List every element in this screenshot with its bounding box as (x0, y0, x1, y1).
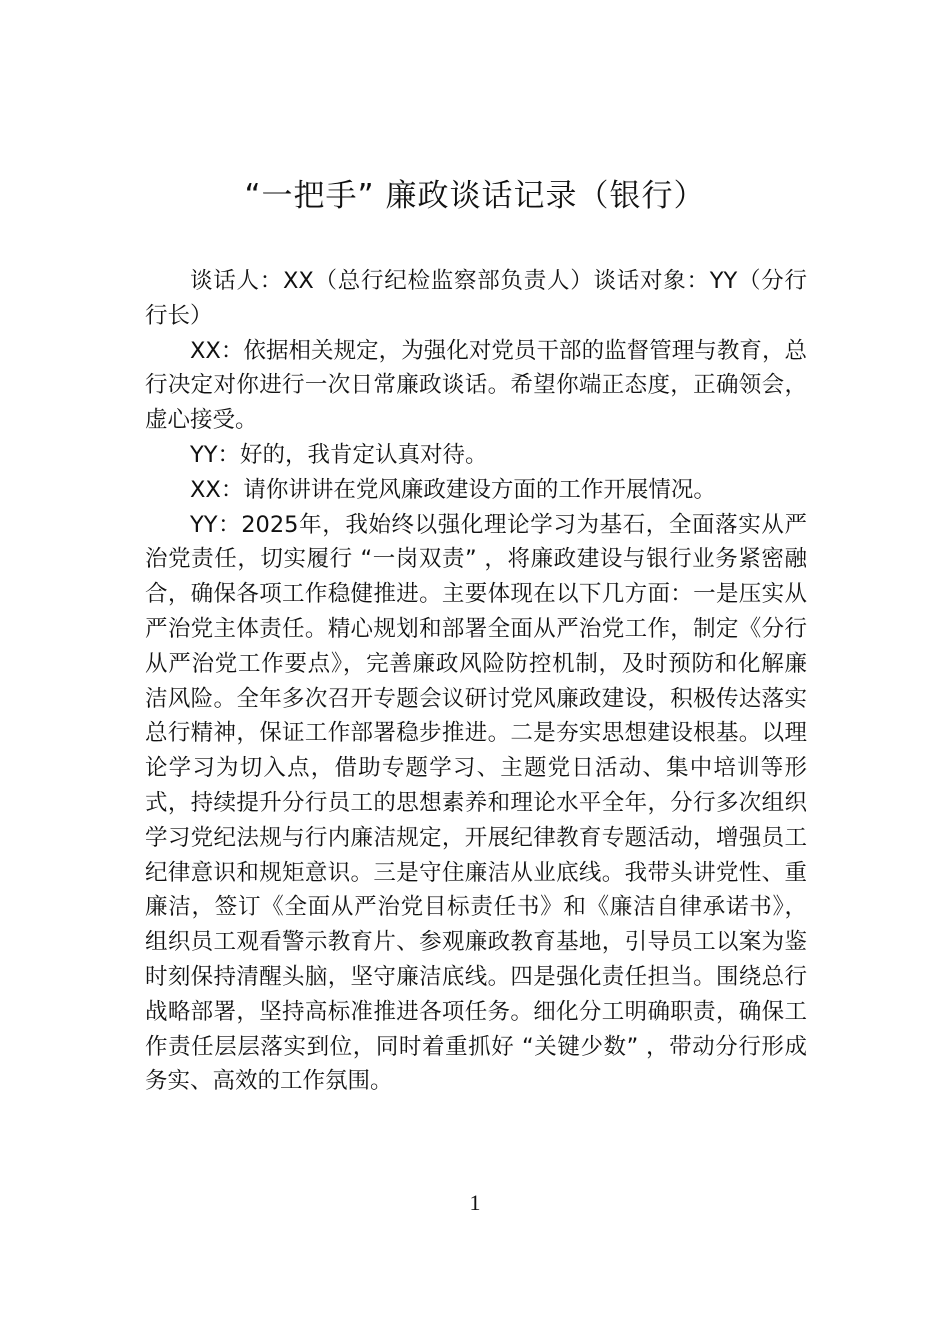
document-title: “一把手” 廉政谈话记录（银行） (244, 178, 706, 214)
page-number: 1 (469, 1190, 481, 1215)
dialogue-paragraph-xx-1: XX：依据相关规定，为强化对党员干部的监督管理与教育，总行决定对你进行一次日常廉政谈话。希望你端正态度，正确领会，虚心接受。 (145, 337, 807, 434)
dialogue-paragraph-yy-2: YY：2025年，我始终以强化理论学习为基石，全面落实从严治党责任，切实履行 “一岗双责” ，将廉政建设与银行业务紧密融合，确保各项工作稳健推进。主要体现在以下几方面：一是压实从严治党主体责任。精心规划和部署全面从严治党工作，制定《分行从严治党工作要点》，完善廉政风险防控机制，及时预防和化解廉洁风险。全年多次召开专题会议研讨党风廉政建设，积极传达落实总行精神，保证工作部署稳步推进。二是夯实思想建设根基。以理论学习为切入点，借助专题学习、主题党日活动、集中培训等形式，持续提升分行员工的思想素养和理论水平全年，分行多次组织学习党纪法规与行内廉洁规定，开展纪律教育专题活动，增强员工纪律意识和规矩意识。三是守住廉洁从业底线。我带头讲党性、重廉洁，签订《全面从严治党目标责任书》和《廉洁自律承诺书》，组织员工观看警示教育片、参观廉政教育基地，引导员工以案为鉴时刻保持清醒头脑，坚守廉洁底线。四是强化责任担当。围绕总行战略部署，坚持高标准推进各项任务。细化分工明确职责，确保工作责任层层落实到位，同时着重抓好 “关键少数” ，带动分行形成务实、高效的工作氛围。 (145, 511, 807, 1095)
participants-paragraph: 谈话人：XX（总行纪检监察部负责人）谈话对象：YY（分行行长） (145, 268, 807, 329)
dialogue-paragraph-yy-1: YY：好的，我肯定认真对待。 (190, 441, 488, 468)
document-body (145, 264, 807, 1099)
dialogue-paragraph-xx-2: XX：请你讲讲在党风廉政建设方面的工作开展情况。 (190, 476, 716, 503)
